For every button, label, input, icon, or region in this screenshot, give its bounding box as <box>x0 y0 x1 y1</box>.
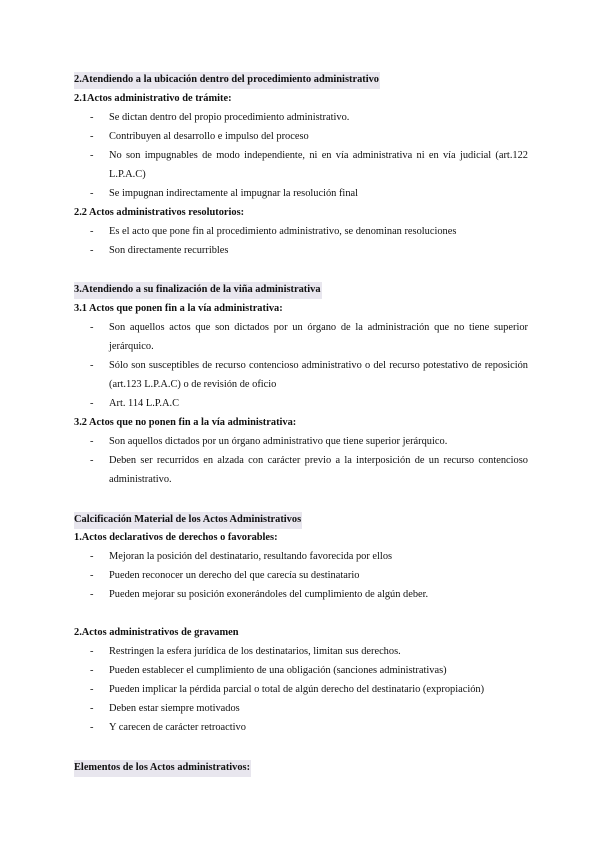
list-item: - Pueden implicar la pérdida parcial o total de algún derecho del destinatario (expropiación) <box>90 680 528 699</box>
bullet-dash: - <box>90 398 94 409</box>
subsection-title: 2.Actos administrativos de gravamen <box>74 627 239 638</box>
list-item: - Mejoran la posición del destinatario, resultando favorecida por ellos <box>90 547 528 566</box>
list-item: - Deben ser recurridos en alzada con carácter previo a la interposición de un recurso contencioso administrativo. <box>90 451 528 489</box>
list-item: - Pueden reconocer un derecho del que carecía su destinatario <box>90 566 528 585</box>
bullet-dash: - <box>90 436 94 447</box>
list-item: - Son aquellos dictados por un órgano administrativo que tiene superior jerárquico. <box>90 432 528 451</box>
bullet-dash: - <box>90 360 94 371</box>
section-heading: Elementos de los Actos administrativos: <box>74 760 251 777</box>
bullet-dash: - <box>90 188 94 199</box>
list-item: - Deben estar siempre motivados <box>90 699 528 718</box>
list-item: - Son directamente recurribles <box>90 241 528 260</box>
bullet-dash: - <box>90 646 94 657</box>
bullet-dash: - <box>90 551 94 562</box>
bullet-dash: - <box>90 131 94 142</box>
subsection-title: 2.1Actos administrativo de trámite: <box>74 93 232 104</box>
bullet-dash: - <box>90 570 94 581</box>
list-item: - Contribuyen al desarrollo e impulso del proceso <box>90 127 528 146</box>
list-item: - Pueden mejorar su posición exonerándoles del cumplimiento de algún deber. <box>90 585 528 604</box>
bullet-dash: - <box>90 112 94 123</box>
list-item: - Restringen la esfera jurídica de los destinatarios, limitan sus derechos. <box>90 642 528 661</box>
bullet-dash: - <box>90 245 94 256</box>
subsection-title: 1.Actos declarativos de derechos o favorables: <box>74 532 278 543</box>
subsection-title: 2.2 Actos administrativos resolutorios: <box>74 207 245 218</box>
subsection-title: 3.2 Actos que no ponen fin a la vía administrativa: <box>74 417 297 428</box>
subsection-title: 3.1 Actos que ponen fin a la vía administrativa: <box>74 303 283 314</box>
bullet-dash: - <box>90 455 94 466</box>
bullet-dash: - <box>90 322 94 333</box>
bullet-dash: - <box>90 665 94 676</box>
list-item: - Sólo son susceptibles de recurso contencioso administrativo o del recurso potestativo de reposición (art.123 L.P.A.C) o de revisión de oficio <box>90 356 528 394</box>
section-heading: 2.Atendiendo a la ubicación dentro del procedimiento administrativo <box>74 72 380 89</box>
list-item: - Es el acto que pone fin al procedimiento administrativo, se denominan resoluciones <box>90 222 528 241</box>
bullet-dash: - <box>90 722 94 733</box>
bullet-dash: - <box>90 684 94 695</box>
list-item: - Y carecen de carácter retroactivo <box>90 718 528 737</box>
bullet-dash: - <box>90 226 94 237</box>
list-item: - No son impugnables de modo independiente, ni en vía administrativa ni en vía judicial (art.122 L.P.A.C) <box>90 146 528 184</box>
list-item: - Pueden establecer el cumplimiento de una obligación (sanciones administrativas) <box>90 661 528 680</box>
bullet-dash: - <box>90 150 94 161</box>
section-heading: Calcificación Material de los Actos Administrativos <box>74 512 302 529</box>
list-item: - Son aquellos actos que son dictados por un órgano de la administración que no tiene superior jerárquico. <box>90 318 528 356</box>
bullet-dash: - <box>90 703 94 714</box>
section-heading: 3.Atendiendo a su finalización de la viña administrativa <box>74 282 322 299</box>
bullet-dash: - <box>90 589 94 600</box>
list-item: - Art. 114 L.P.A.C <box>90 394 528 413</box>
list-item: - Se impugnan indirectamente al impugnar la resolución final <box>90 184 528 203</box>
list-item: - Se dictan dentro del propio procedimiento administrativo. <box>90 108 528 127</box>
